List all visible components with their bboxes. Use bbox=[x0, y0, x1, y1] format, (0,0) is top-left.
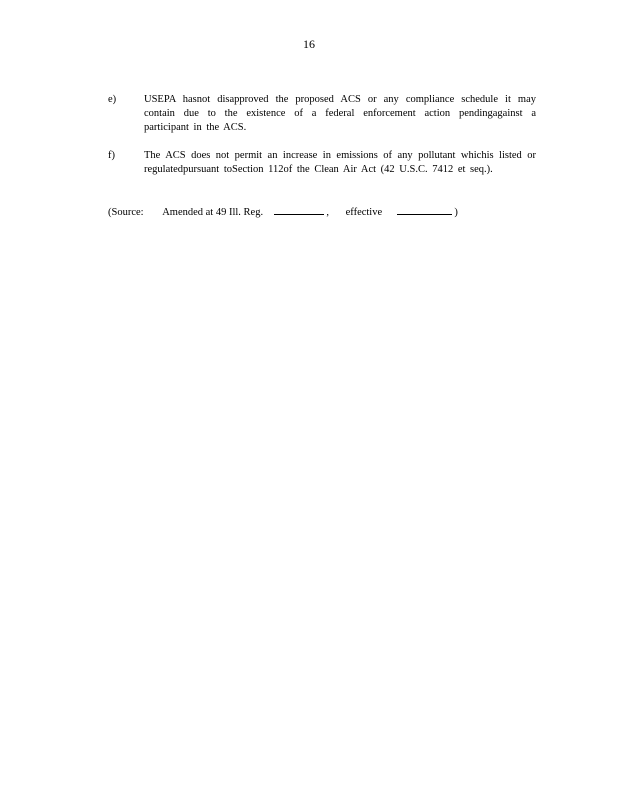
amended-blank bbox=[274, 204, 324, 215]
source-amended: Amended at 49 Ill. Reg. bbox=[162, 207, 264, 218]
source-note bbox=[108, 204, 528, 220]
item-marker: f) bbox=[108, 150, 115, 161]
source-comma: , bbox=[326, 207, 329, 218]
source-suffix: ) bbox=[454, 207, 458, 218]
source-prefix: (Source: bbox=[108, 207, 144, 218]
source-effective: effective bbox=[345, 207, 383, 218]
item-text: USEPA hasnot disapproved the proposed ACS or any compliance schedule it may contain due to the existence of a federal enforcement action pendingagainst a participant in the ACS. bbox=[144, 94, 536, 133]
item-marker: e) bbox=[108, 94, 117, 105]
effective-blank bbox=[397, 204, 452, 215]
page-number: 16 bbox=[303, 37, 315, 51]
item-text: The ACS does not permit an increase in emissions of any pollutant whichis listed or regulatedpursuant toSection 112of the Clean Air Act (42 U.S.C. 7412 et seq.). bbox=[144, 150, 536, 175]
